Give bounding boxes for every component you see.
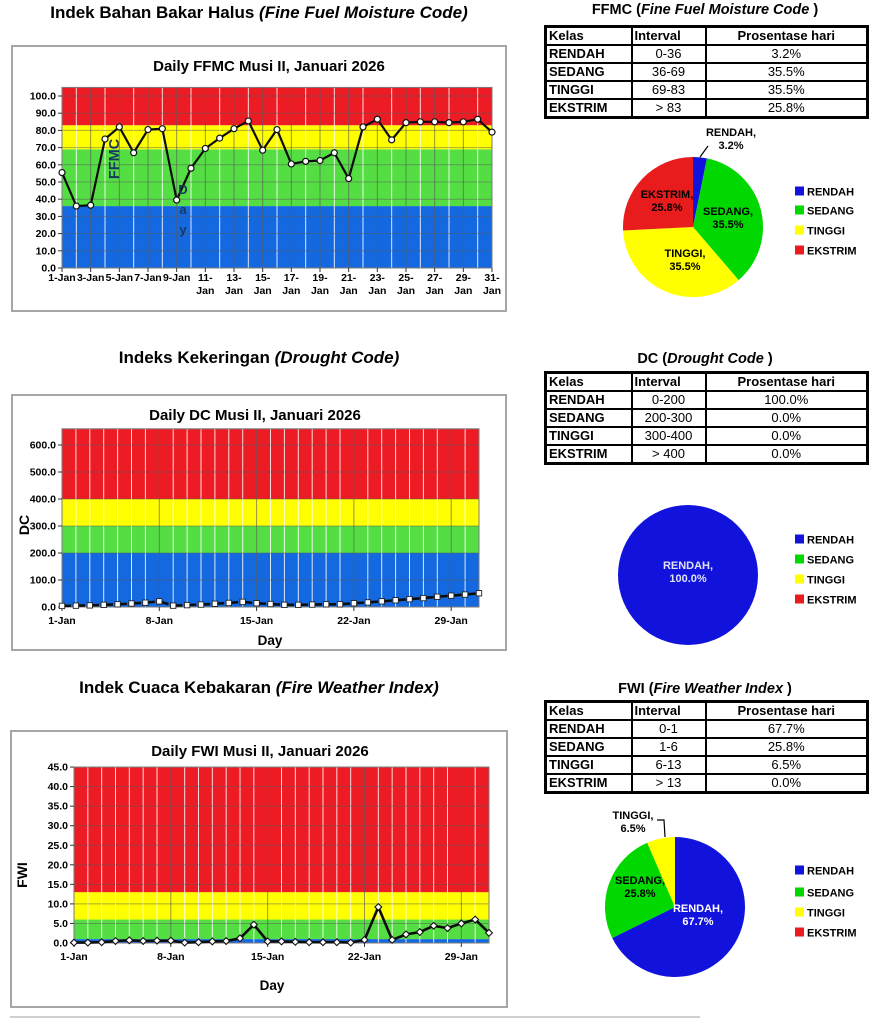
fwi-pie-chart <box>540 795 881 985</box>
pie-legend <box>795 187 857 258</box>
svg-text:RENDAH,: RENDAH, <box>662 560 714 572</box>
y-axis-title: FFMC <box>107 138 123 180</box>
dc-table-title-italic: Drought Code <box>667 351 764 367</box>
table-cell: EKSTRIM <box>546 99 632 118</box>
legend-swatch-sedang <box>795 206 804 215</box>
y-axis-title: FWI <box>14 862 30 888</box>
svg-text:0.0: 0.0 <box>41 262 56 275</box>
svg-text:13-: 13- <box>226 272 242 284</box>
ffmc-line-svg <box>13 47 505 310</box>
table-header-interval: Interval <box>632 27 706 46</box>
svg-text:0.0: 0.0 <box>53 937 68 950</box>
table-cell: EKSTRIM <box>546 445 632 464</box>
table-header-kelas: Kelas <box>546 27 632 46</box>
table-header-interval: Interval <box>632 702 706 721</box>
dc-line-svg <box>13 396 505 649</box>
svg-text:27-: 27- <box>427 272 443 284</box>
svg-text:15-: 15- <box>255 272 271 284</box>
svg-text:15-Jan: 15-Jan <box>251 951 285 963</box>
svg-text:300.0: 300.0 <box>29 520 56 533</box>
ffmc-pie-svg <box>540 120 881 310</box>
table-row <box>546 391 868 409</box>
svg-text:29-Jan: 29-Jan <box>434 615 468 627</box>
svg-text:SEDANG,: SEDANG, <box>614 875 666 887</box>
svg-text:7-Jan: 7-Jan <box>134 272 162 284</box>
x-axis-ticks <box>48 607 468 627</box>
dc-table-title <box>544 351 866 367</box>
svg-text:Jan: Jan <box>482 285 502 297</box>
dc-table-title-main: DC ( <box>637 351 668 367</box>
dc-line-chart <box>11 394 507 651</box>
svg-text:200.0: 200.0 <box>29 547 56 560</box>
fwi-class-table <box>544 700 869 794</box>
svg-text:60.0: 60.0 <box>35 159 56 172</box>
heading-ffmc-main: Indek Bahan Bakar Halus <box>50 3 260 22</box>
table-cell: 100.0% <box>706 391 868 409</box>
svg-text:SEDANG,: SEDANG, <box>702 206 754 218</box>
table-row <box>546 720 868 738</box>
svg-text:5-Jan: 5-Jan <box>105 272 134 284</box>
pie-legend <box>795 866 857 940</box>
x-axis-ticks <box>60 943 478 963</box>
svg-text:23-: 23- <box>369 272 385 284</box>
ffmc-class-table <box>544 25 869 119</box>
legend-label: SEDANG <box>807 205 855 218</box>
legend-swatch-rendah <box>795 866 804 875</box>
dc-class-table <box>544 371 869 465</box>
table-row <box>546 409 868 427</box>
ffmc-pie-chart <box>540 120 881 310</box>
legend-label: EKSTRIM <box>807 927 857 940</box>
fwi-line-svg <box>12 732 506 1006</box>
svg-text:500.0: 500.0 <box>29 466 56 479</box>
fwi-table-title-main: FWI ( <box>618 681 654 697</box>
svg-text:0.0: 0.0 <box>41 601 56 614</box>
svg-text:9-Jan: 9-Jan <box>162 272 191 284</box>
legend-swatch-rendah <box>795 187 804 196</box>
svg-text:31-: 31- <box>484 272 500 284</box>
table-cell: > 13 <box>632 774 706 793</box>
legend-swatch-tinggi <box>795 226 804 235</box>
legend-label: EKSTRIM <box>807 245 857 258</box>
heading-dc-main: Indeks Kekeringan <box>118 348 275 367</box>
heading-fwi-paren: (Fire Weather Index) <box>275 678 439 697</box>
svg-text:TINGGI,: TINGGI, <box>612 810 654 822</box>
svg-text:35.5%: 35.5% <box>712 219 744 231</box>
x-axis-title-letter: y <box>179 222 187 237</box>
svg-text:100.0%: 100.0% <box>669 573 707 585</box>
table-row <box>546 427 868 445</box>
heading-dc-paren: (Drought Code) <box>274 348 400 367</box>
x-axis-ticks <box>48 268 501 297</box>
svg-text:Jan: Jan <box>224 285 244 297</box>
legend-label: TINGGI <box>807 574 845 587</box>
heading-ffmc-paren: (Fine Fuel Moisture Code) <box>259 3 468 22</box>
pie-legend <box>795 535 857 607</box>
table-row <box>546 45 868 63</box>
chart-title: Daily DC Musi II, Januari 2026 <box>149 407 361 424</box>
legend-swatch-ekstrim <box>795 595 804 604</box>
table-row <box>546 81 868 99</box>
ffmc-table-title-close: ) <box>809 2 819 18</box>
svg-text:25-: 25- <box>398 272 414 284</box>
table-header-interval: Interval <box>632 373 706 392</box>
table-cell: 0.0% <box>706 774 868 793</box>
section-heading-ffmc <box>0 3 518 23</box>
fwi-table-title-italic: Fire Weather Index <box>653 681 784 697</box>
table-cell: 25.8% <box>706 738 868 756</box>
svg-text:Jan: Jan <box>282 285 301 297</box>
svg-text:30.0: 30.0 <box>47 820 68 833</box>
table-cell: SEDANG <box>546 409 632 427</box>
table-cell: 1-6 <box>632 738 706 756</box>
svg-text:11-: 11- <box>198 272 213 284</box>
svg-text:3-Jan: 3-Jan <box>76 272 105 284</box>
y-axis-ticks <box>30 440 62 614</box>
svg-text:400.0: 400.0 <box>29 493 56 506</box>
svg-text:70.0: 70.0 <box>35 142 56 155</box>
label-leader-line <box>657 820 665 837</box>
legend-label: TINGGI <box>807 907 845 920</box>
table-cell: 69-83 <box>632 81 706 99</box>
ffmc-line-chart <box>11 45 507 312</box>
section-heading-dc <box>0 348 518 368</box>
fwi-table-title-close: ) <box>783 681 792 697</box>
ffmc-table-title-italic: Fine Fuel Moisture Code <box>640 2 810 18</box>
table-cell: 35.5% <box>706 81 868 99</box>
table-cell: 300-400 <box>632 427 706 445</box>
svg-text:10.0: 10.0 <box>35 245 56 258</box>
svg-text:50.0: 50.0 <box>35 176 56 189</box>
legend-swatch-sedang <box>795 888 804 897</box>
svg-text:45.0: 45.0 <box>47 761 68 774</box>
svg-text:90.0: 90.0 <box>35 107 56 120</box>
legend-label: RENDAH <box>807 865 855 878</box>
svg-text:100.0: 100.0 <box>29 90 56 103</box>
table-cell: 0.0% <box>706 409 868 427</box>
svg-text:30.0: 30.0 <box>35 210 56 223</box>
svg-text:8-Jan: 8-Jan <box>157 951 185 963</box>
svg-text:20.0: 20.0 <box>47 859 68 872</box>
svg-text:25.0: 25.0 <box>47 839 68 852</box>
svg-text:25.8%: 25.8% <box>651 202 683 214</box>
table-cell: 6-13 <box>632 756 706 774</box>
svg-text:Jan: Jan <box>425 285 444 297</box>
svg-text:RENDAH,: RENDAH, <box>672 903 724 915</box>
svg-text:Jan: Jan <box>196 285 215 297</box>
svg-text:15-Jan: 15-Jan <box>239 615 274 627</box>
legend-label: SEDANG <box>807 887 855 900</box>
svg-text:35.5%: 35.5% <box>669 261 701 273</box>
table-cell: RENDAH <box>546 45 632 63</box>
table-cell: 67.7% <box>706 720 868 738</box>
table-cell: 35.5% <box>706 63 868 81</box>
svg-text:17-: 17- <box>283 272 299 284</box>
svg-text:21-: 21- <box>341 272 357 284</box>
fwi-pie-svg <box>540 795 881 985</box>
svg-text:Jan: Jan <box>454 285 473 297</box>
svg-text:RENDAH,: RENDAH, <box>705 127 757 139</box>
fwi-line-chart <box>10 730 508 1008</box>
table-cell: SEDANG <box>546 63 632 81</box>
table-cell: RENDAH <box>546 391 632 409</box>
svg-text:40.0: 40.0 <box>47 781 68 794</box>
table-cell: 0-36 <box>632 45 706 63</box>
svg-text:600.0: 600.0 <box>29 439 56 452</box>
x-axis-title: Day <box>257 633 283 648</box>
svg-text:19-: 19- <box>312 272 328 284</box>
table-cell: TINGGI <box>546 81 632 99</box>
svg-text:1-Jan: 1-Jan <box>60 951 88 963</box>
table-header-prosentase-hari: Prosentase hari <box>706 27 868 46</box>
svg-text:Jan: Jan <box>368 285 387 297</box>
ffmc-table-title <box>544 2 866 18</box>
section-heading-fwi <box>0 678 518 698</box>
svg-text:1-Jan: 1-Jan <box>48 615 76 627</box>
dc-pie-chart <box>540 470 881 655</box>
table-row <box>546 756 868 774</box>
pie-labels <box>663 560 713 585</box>
legend-swatch-rendah <box>795 535 804 544</box>
table-cell: 25.8% <box>706 99 868 118</box>
table-cell: 0-200 <box>632 391 706 409</box>
svg-text:Jan: Jan <box>253 285 272 297</box>
table-cell: > 83 <box>632 99 706 118</box>
svg-text:Jan: Jan <box>310 285 330 297</box>
svg-text:20.0: 20.0 <box>35 228 56 241</box>
table-row <box>546 445 868 464</box>
svg-text:22-Jan: 22-Jan <box>347 951 382 963</box>
ffmc-table-title-main: FFMC ( <box>591 2 641 18</box>
legend-swatch-ekstrim <box>795 246 804 255</box>
y-axis-ticks <box>30 91 62 275</box>
svg-text:1-Jan: 1-Jan <box>48 272 76 284</box>
fwi-table-title <box>544 681 866 697</box>
legend-label: EKSTRIM <box>807 594 857 607</box>
table-cell: > 400 <box>632 445 706 464</box>
chart-title: Daily FFMC Musi II, Januari 2026 <box>153 58 385 75</box>
table-header-kelas: Kelas <box>546 373 632 392</box>
legend-swatch-sedang <box>795 555 804 564</box>
dc-pie-svg <box>540 470 881 655</box>
svg-text:3.2%: 3.2% <box>718 140 744 152</box>
legend-swatch-tinggi <box>795 908 804 917</box>
svg-text:67.7%: 67.7% <box>682 916 714 928</box>
legend-label: SEDANG <box>807 554 855 567</box>
table-cell: 200-300 <box>632 409 706 427</box>
svg-text:Jan: Jan <box>396 285 416 297</box>
table-cell: EKSTRIM <box>546 774 632 793</box>
legend-swatch-ekstrim <box>795 928 804 937</box>
svg-text:10.0: 10.0 <box>47 898 68 911</box>
svg-text:TINGGI,: TINGGI, <box>664 248 706 260</box>
legend-swatch-tinggi <box>795 575 804 584</box>
svg-text:8-Jan: 8-Jan <box>145 615 174 627</box>
table-cell: 3.2% <box>706 45 868 63</box>
svg-text:100.0: 100.0 <box>29 574 56 587</box>
x-axis-title-letter: a <box>179 202 187 217</box>
table-row <box>546 774 868 793</box>
table-cell: 0-1 <box>632 720 706 738</box>
table-header-kelas: Kelas <box>546 702 632 721</box>
label-leader-line <box>700 146 708 157</box>
svg-text:22-Jan: 22-Jan <box>337 615 371 627</box>
table-row <box>546 738 868 756</box>
svg-text:EKSTRIM,: EKSTRIM, <box>640 189 694 201</box>
svg-text:15.0: 15.0 <box>47 878 68 891</box>
y-axis-ticks <box>48 762 74 950</box>
legend-label: RENDAH <box>807 534 855 547</box>
y-axis-title: DC <box>16 514 32 536</box>
table-cell: SEDANG <box>546 738 632 756</box>
svg-text:29-: 29- <box>455 272 471 284</box>
table-cell: 0.0% <box>706 445 868 464</box>
legend-label: RENDAH <box>807 186 855 199</box>
dc-table-title-close: ) <box>763 351 773 367</box>
table-row <box>546 99 868 118</box>
svg-text:80.0: 80.0 <box>35 124 56 137</box>
table-row <box>546 63 868 81</box>
table-header-prosentase-hari: Prosentase hari <box>706 702 868 721</box>
svg-text:29-Jan: 29-Jan <box>444 951 478 963</box>
legend-label: TINGGI <box>807 225 845 238</box>
page-divider <box>10 1016 700 1018</box>
table-cell: 36-69 <box>632 63 706 81</box>
table-cell: TINGGI <box>546 756 632 774</box>
table-cell: 6.5% <box>706 756 868 774</box>
x-axis-title: Day <box>259 978 285 993</box>
svg-text:6.5%: 6.5% <box>620 823 646 835</box>
table-cell: TINGGI <box>546 427 632 445</box>
chart-title: Daily FWI Musi II, Januari 2026 <box>151 743 369 760</box>
svg-text:Jan: Jan <box>339 285 358 297</box>
table-cell: RENDAH <box>546 720 632 738</box>
heading-fwi-main: Indek Cuaca Kebakaran <box>79 678 276 697</box>
svg-text:5.0: 5.0 <box>53 917 68 930</box>
x-axis-title-letter: D <box>178 182 188 197</box>
svg-text:25.8%: 25.8% <box>624 888 656 900</box>
svg-text:40.0: 40.0 <box>35 193 56 206</box>
table-header-prosentase-hari: Prosentase hari <box>706 373 868 392</box>
svg-text:35.0: 35.0 <box>47 800 68 813</box>
table-cell: 0.0% <box>706 427 868 445</box>
